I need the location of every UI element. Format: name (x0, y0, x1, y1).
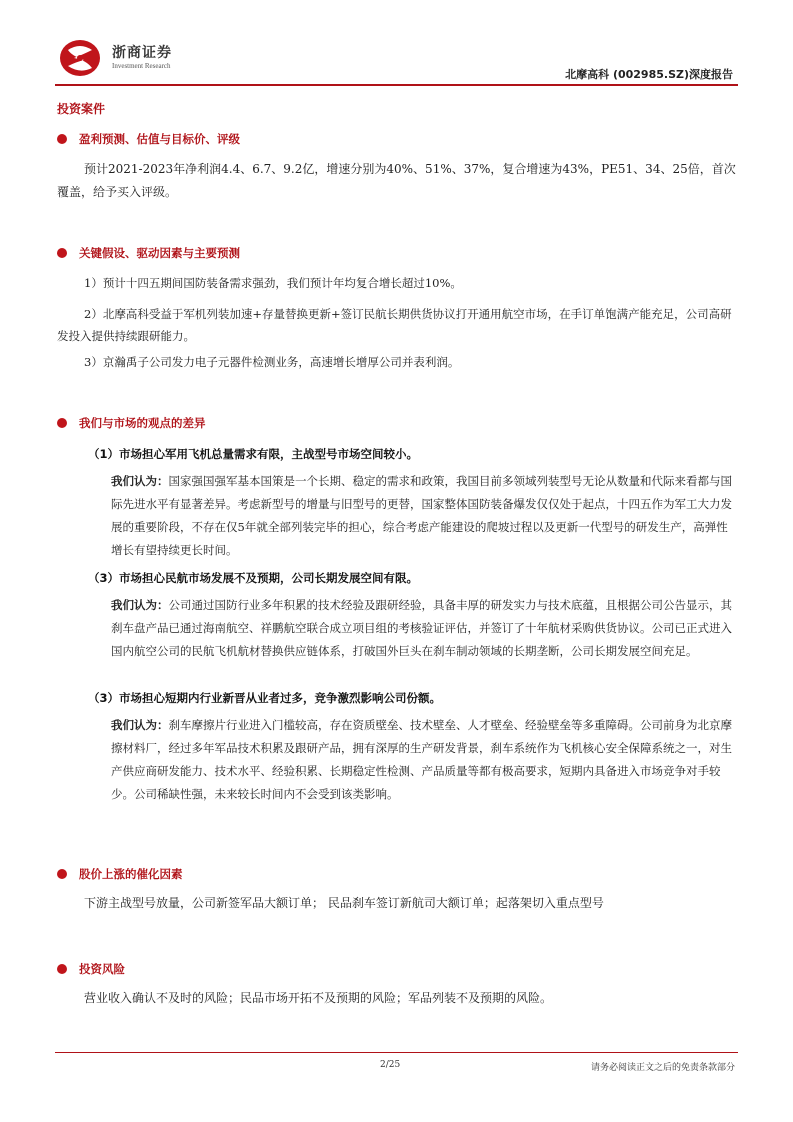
section-title: 关键假设、驱动因素与主要预测 (79, 246, 240, 260)
section-paragraph: 营业收入确认不及时的风险；民品市场开拓不及预期的风险；军品列装不及预期的风险。 (84, 991, 553, 1005)
bullet-icon (57, 418, 67, 428)
view-label: 我们认为： (111, 718, 169, 732)
bullet-icon (57, 869, 67, 879)
view-text: 刹车摩擦片行业进入门槛较高，存在资质壁垒、技术壁垒、人才壁垒、经验壁垒等多重障碍。公司前身为北京摩擦材料厂，经过多年军品技术积累及跟研产品，拥有深厚的生产研发背景，刹车系统作为飞机核心安全保障系统之一，对生产供应商研发能力、技术水平、经验积累、长期稳定性检测、产品质量等都有极高要求，短期内具备进入市场竞争对手较少。公司稀缺性强，未来较长时间内不会受到该类影响。 (111, 718, 732, 801)
logo-subtitle: Investment Research (112, 62, 171, 70)
view-heading: （1）市场担心军用飞机总量需求有限，主战型号市场空间较小。 (88, 447, 418, 461)
view-text: 公司通过国防行业多年积累的技术经验及跟研经验，具备丰厚的研发实力与技术底蕴，且根据公司公告显示，其刹车盘产品已通过海南航空、祥鹏航空联合成立项目组的考核验证评估，并签订了十年航材采购供货协议。公司已正式进入国内航空公司的民航飞机航材替换供应链体系，打破国外巨头在刹车制动领域的长期垄断，公司长期发展空间充足。 (111, 598, 732, 658)
report-title: 北摩高科 (002985.SZ)深度报告 (565, 68, 733, 81)
section-title: 股价上涨的催化因素 (79, 867, 183, 881)
footer-divider (55, 1052, 738, 1053)
footer-disclaimer: 请务必阅读正文之后的免责条款部分 (590, 1063, 735, 1073)
section-paragraph: 预计2021-2023年净利润4.4、6.7、9.2亿，增速分别为40%、51%、37%，复合增速为43%，PE51、34、25倍，首次覆盖，给予买入评级。 (57, 162, 736, 199)
bullet-icon (57, 248, 67, 258)
view-body (111, 594, 737, 663)
list-item: 3）京瀚禹子公司发力电子元器件检测业务，高速增长增厚公司并表利润。 (84, 355, 460, 369)
view-heading: （3）市场担心短期内行业新晋从业者过多，竞争激烈影响公司份额。 (88, 691, 441, 705)
view-label: 我们认为： (111, 474, 169, 488)
view-body (111, 714, 737, 806)
list-item: 1）预计十四五期间国防装备需求强劲，我们预计年均复合增长超过10%。 (84, 276, 462, 290)
section-title: 盈利预测、估值与目标价、评级 (79, 132, 240, 146)
section-paragraph: 下游主战型号放量，公司新签军品大额订单； 民品刹车签订新航司大额订单；起落架切入重点型号 (84, 896, 604, 910)
logo-name: 浙商证券 (112, 45, 172, 61)
view-body (111, 470, 737, 562)
list-item: 2）北摩高科受益于军机列装加速+存量替换更新+签订民航长期供货协议打开通用航空市场，在手订单饱满产能充足，公司高研发投入提供持续跟研能力。 (57, 307, 732, 343)
section-title: 投资风险 (79, 962, 125, 976)
view-label: 我们认为： (111, 598, 169, 612)
bullet-icon (57, 134, 67, 144)
section-title: 我们与市场的观点的差异 (79, 416, 206, 430)
view-text: 国家强国强军基本国策是一个长期、稳定的需求和政策，我国目前多领域列装型号无论从数量和代际来看都与国际先进水平有显著差异。考虑新型号的增量与旧型号的更替，国家整体国防装备爆发仅仅处于起点，十四五作为军工大力发展的重要阶段，不存在仅5年就全部列装完毕的担心，综合考虑产能建设的爬坡过程以及更新一代型号的研发生产，高弹性增长有望持续更长时间。 (111, 474, 732, 557)
page-heading: 投资案件 (57, 102, 106, 116)
bullet-icon (57, 964, 67, 974)
page-number: 2/25 (380, 1060, 401, 1070)
header-divider (55, 84, 738, 86)
view-heading: （3）市场担心民航市场发展不及预期，公司长期发展空间有限。 (88, 571, 418, 585)
logo-mark-icon (56, 36, 106, 80)
